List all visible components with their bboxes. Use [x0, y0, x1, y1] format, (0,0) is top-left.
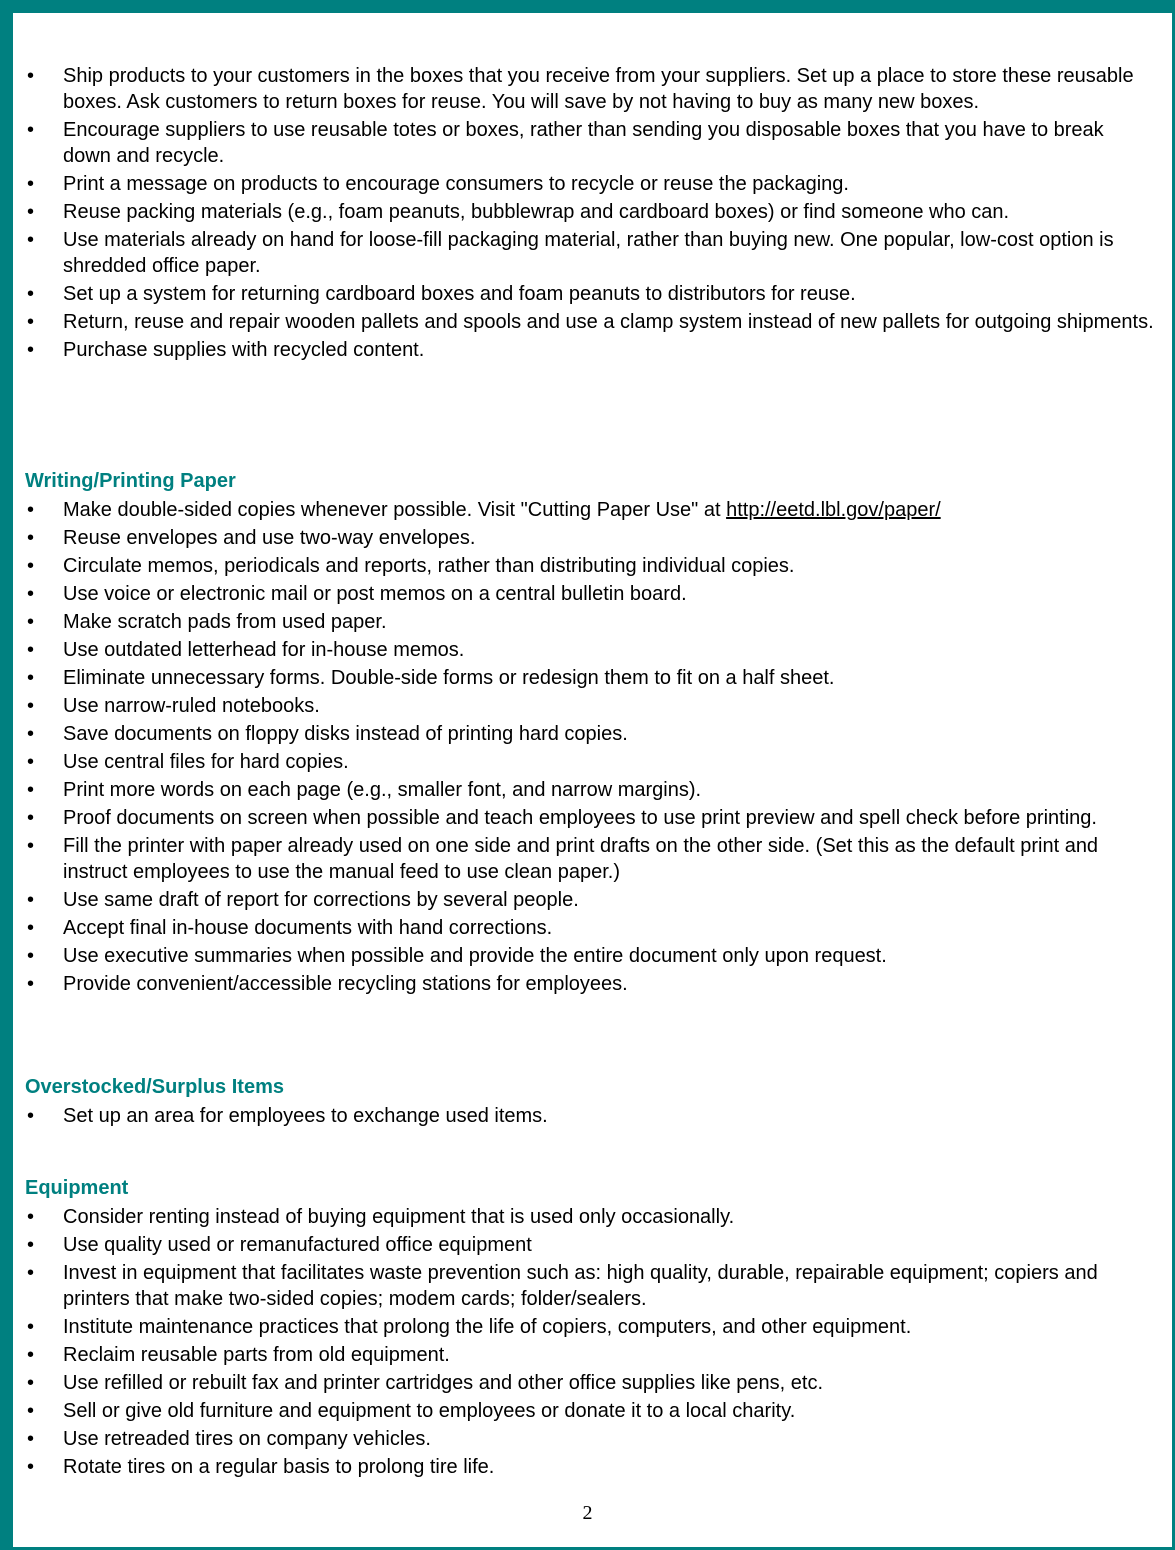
item-text: Make double-sided copies whenever possible. Visit "Cutting Paper Use" at	[63, 499, 727, 521]
list-item	[25, 665, 1155, 691]
bullet-icon: •	[27, 583, 35, 605]
section-overstocked-surplus	[25, 1074, 1155, 1131]
item-text: Set up an area for employees to exchange used items.	[63, 1105, 548, 1127]
bullet-icon: •	[27, 639, 35, 661]
list-item	[25, 581, 1155, 607]
item-text: Encourage suppliers to use reusable totes or boxes, rather than sending you disposable boxes that you have to break down and recycle.	[63, 119, 1104, 167]
item-text: Print more words on each page (e.g., smaller font, and narrow margins).	[63, 779, 702, 801]
list-item	[25, 63, 1155, 115]
section-equipment	[25, 1175, 1155, 1482]
item-text: Use executive summaries when possible and provide the entire document only upon request.	[63, 945, 887, 967]
bullet-icon: •	[27, 173, 35, 195]
list-item	[25, 553, 1155, 579]
bullet-icon: •	[27, 1372, 35, 1394]
list-item	[25, 777, 1155, 803]
list-item	[25, 915, 1155, 941]
item-text: Return, reuse and repair wooden pallets and spools and use a clamp system instead of new pallets for outgoing shipments.	[63, 311, 1154, 333]
bullet-icon: •	[27, 973, 35, 995]
item-text: Reuse packing materials (e.g., foam peanuts, bubblewrap and cardboard boxes) or find someone who can.	[63, 201, 1010, 223]
bullet-icon: •	[27, 835, 35, 857]
item-text: Print a message on products to encourage consumers to recycle or reuse the packaging.	[63, 173, 849, 195]
list-item	[25, 1204, 1155, 1230]
bullet-list	[25, 1103, 1155, 1129]
item-text: Use voice or electronic mail or post memos on a central bulletin board.	[63, 583, 687, 605]
item-text: Reuse envelopes and use two-way envelopes.	[63, 527, 476, 549]
section-writing-printing-paper	[25, 468, 1155, 999]
list-item	[25, 199, 1155, 225]
list-item	[25, 943, 1155, 969]
bullet-icon: •	[27, 1428, 35, 1450]
list-item	[25, 887, 1155, 913]
list-item	[25, 309, 1155, 335]
list-item	[25, 1260, 1155, 1312]
item-text: Use narrow-ruled notebooks.	[63, 695, 320, 717]
bullet-icon: •	[27, 311, 35, 333]
list-item	[25, 1398, 1155, 1424]
list-item	[25, 971, 1155, 997]
bullet-icon: •	[27, 499, 35, 521]
item-text: Accept final in-house documents with hand corrections.	[63, 917, 553, 939]
item-text: Eliminate unnecessary forms. Double-side forms or redesign them to fit on a half sheet.	[63, 667, 835, 689]
section-heading: Equipment	[25, 1177, 129, 1199]
bullet-icon: •	[27, 555, 35, 577]
paper-link[interactable]: http://eetd.lbl.gov/paper/	[726, 499, 941, 521]
bullet-icon: •	[27, 723, 35, 745]
bullet-icon: •	[27, 695, 35, 717]
item-text: Institute maintenance practices that prolong the life of copiers, computers, and other equipment.	[63, 1316, 912, 1338]
item-text: Proof documents on screen when possible and teach employees to use print preview and spell check before printing.	[63, 807, 1097, 829]
bullet-icon: •	[27, 917, 35, 939]
list-item	[25, 1454, 1155, 1480]
bullet-list	[25, 497, 1155, 523]
list-item	[25, 721, 1155, 747]
bullet-icon: •	[27, 1206, 35, 1228]
bullet-icon: •	[27, 945, 35, 967]
item-text: Use retreaded tires on company vehicles.	[63, 1428, 431, 1450]
section-heading: Writing/Printing Paper	[25, 470, 236, 492]
item-text: Use same draft of report for corrections by several people.	[63, 889, 579, 911]
bullet-icon: •	[27, 1456, 35, 1478]
item-text: Circulate memos, periodicals and reports, rather than distributing individual copies.	[63, 555, 795, 577]
bullet-icon: •	[27, 779, 35, 801]
item-text: Use outdated letterhead for in-house memos.	[63, 639, 465, 661]
list-item	[25, 693, 1155, 719]
bullet-list	[25, 525, 1155, 997]
list-item	[25, 637, 1155, 663]
bullet-icon: •	[27, 527, 35, 549]
list-item	[25, 281, 1155, 307]
section-heading: Overstocked/Surplus Items	[25, 1076, 284, 1098]
list-item	[25, 609, 1155, 635]
bullet-icon: •	[27, 339, 35, 361]
bullet-icon: •	[27, 65, 35, 87]
list-item	[25, 117, 1155, 169]
list-item	[25, 1426, 1155, 1452]
bullet-icon: •	[27, 889, 35, 911]
item-text: Rotate tires on a regular basis to prolong tire life.	[63, 1456, 495, 1478]
list-item	[25, 1370, 1155, 1396]
item-text: Sell or give old furniture and equipment to employees or donate it to a local charity.	[63, 1400, 796, 1422]
list-item	[25, 833, 1155, 885]
list-item	[25, 749, 1155, 775]
list-item	[25, 805, 1155, 831]
list-item	[25, 171, 1155, 197]
bullet-icon: •	[27, 667, 35, 689]
item-text: Make scratch pads from used paper.	[63, 611, 387, 633]
bullet-icon: •	[27, 751, 35, 773]
bullet-icon: •	[27, 229, 35, 251]
section-packaging	[25, 63, 1155, 365]
item-text: Set up a system for returning cardboard boxes and foam peanuts to distributors for reuse.	[63, 283, 856, 305]
item-text: Provide convenient/accessible recycling stations for employees.	[63, 973, 628, 995]
item-text: Use central files for hard copies.	[63, 751, 349, 773]
list-item	[25, 1232, 1155, 1258]
bullet-icon: •	[27, 1344, 35, 1366]
bullet-icon: •	[27, 1234, 35, 1256]
bullet-list	[25, 1204, 1155, 1480]
item-text: Use materials already on hand for loose-fill packaging material, rather than buying new. One popular, low-cost option is shredded office paper.	[63, 229, 1114, 277]
list-item	[25, 1314, 1155, 1340]
bullet-icon: •	[27, 1262, 35, 1284]
bullet-icon: •	[27, 283, 35, 305]
bullet-list	[25, 63, 1155, 363]
item-text: Save documents on floppy disks instead of printing hard copies.	[63, 723, 628, 745]
bullet-icon: •	[27, 119, 35, 141]
item-text: Consider renting instead of buying equipment that is used only occasionally.	[63, 1206, 735, 1228]
item-text: Reclaim reusable parts from old equipment.	[63, 1344, 450, 1366]
bullet-icon: •	[27, 201, 35, 223]
item-text: Ship products to your customers in the boxes that you receive from your suppliers. Set up a place to store these reusable boxes. Ask customers to return boxes for reuse. You will save by not having to buy as many new boxes.	[63, 65, 1134, 113]
item-text: Invest in equipment that facilitates waste prevention such as: high quality, durable, repairable equipment; copiers and printers that make two-sided copies; modem cards; folder/sealers.	[63, 1262, 1098, 1310]
list-item	[25, 497, 1155, 523]
item-text: Purchase supplies with recycled content.	[63, 339, 425, 361]
list-item	[25, 525, 1155, 551]
item-text: Use refilled or rebuilt fax and printer cartridges and other office supplies like pens, etc.	[63, 1372, 824, 1394]
item-text: Fill the printer with paper already used on one side and print drafts on the other side. (Set this as the default print and instruct employees to use the manual feed to use clean paper.)	[63, 835, 1099, 883]
bullet-icon: •	[27, 1316, 35, 1338]
page-number: 2	[582, 1502, 593, 1524]
item-text: Use quality used or remanufactured office equipment	[63, 1234, 532, 1256]
bullet-icon: •	[27, 611, 35, 633]
list-item	[25, 1103, 1155, 1129]
bullet-icon: •	[27, 807, 35, 829]
list-item	[25, 1342, 1155, 1368]
list-item	[25, 227, 1155, 279]
bullet-icon: •	[27, 1400, 35, 1422]
bullet-icon: •	[27, 1105, 35, 1127]
list-item	[25, 337, 1155, 363]
